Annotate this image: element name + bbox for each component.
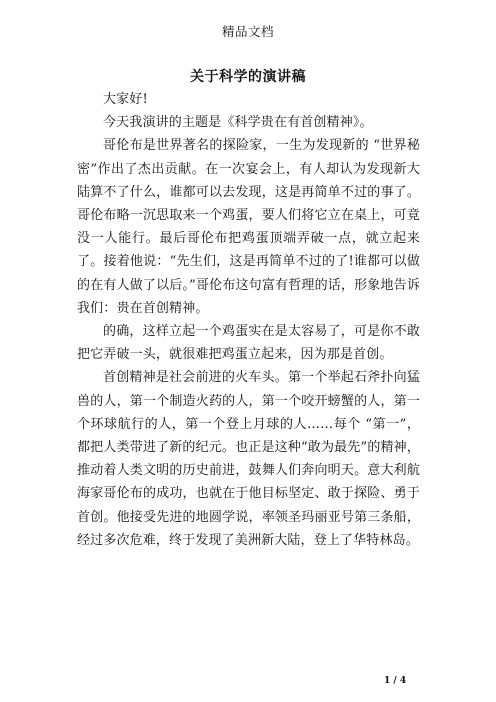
paragraph-columbus-story: 哥伦布是世界著名的探险家，一生为发现新的 “世界秘密”作出了杰出贡献。在一次宴会上，有人却认为发现新大陆算不了什么，谁都可以去发现，这是再简单不过的事了。哥伦布略一沉思取来一个鸡蛋，要人们将它立在桌上，可竟没一人能行。最后哥伦布把鸡蛋顶端弄破一点，就立起来了。接着他说：“先生们，这是再简单不过的了!谁都可以做的在有人做了以后。”哥伦布这句富有哲理的话，形象地告诉我们：贵在首创精神。 <box>77 138 420 316</box>
paragraph-greeting: 大家好! <box>103 92 148 107</box>
paragraph-pioneering-spirit: 首创精神是社会前进的火车头。第一个举起石斧扑向猛兽的人，第一个制造火药的人，第一个咬开螃蟹的人，第一个环球航行的人，第一个登上月球的人……每个 “第一”，都把人类带进了新的纪元。也正是这种“敢为最先”的精神，推动着人类文明的历史前进，鼓舞人们奔向明天。意大利航海家哥伦布的成功，也就在于他目标坚定、敢于探险、勇于首创。他接受先进的地圆学说，率领圣玛丽亚号第三条船，经过多次危难，终于发现了美洲新大陆，登上了华特林岛。 <box>77 370 420 548</box>
page-header: 精品文档 <box>221 24 274 39</box>
paragraph-egg-reflection: 的确，这样立起一个鸡蛋实在是太容易了，可是你不敢把它弄破一头，就很难把鸡蛋立起来，因为那是首创。 <box>77 324 420 363</box>
document-title: 关于科学的演讲稿 <box>190 69 306 85</box>
document-body <box>77 88 420 552</box>
page-number: 1 / 4 <box>384 676 407 686</box>
paragraph-topic: 今天我演讲的主题是《科学贵在有首创精神》。 <box>103 115 373 131</box>
